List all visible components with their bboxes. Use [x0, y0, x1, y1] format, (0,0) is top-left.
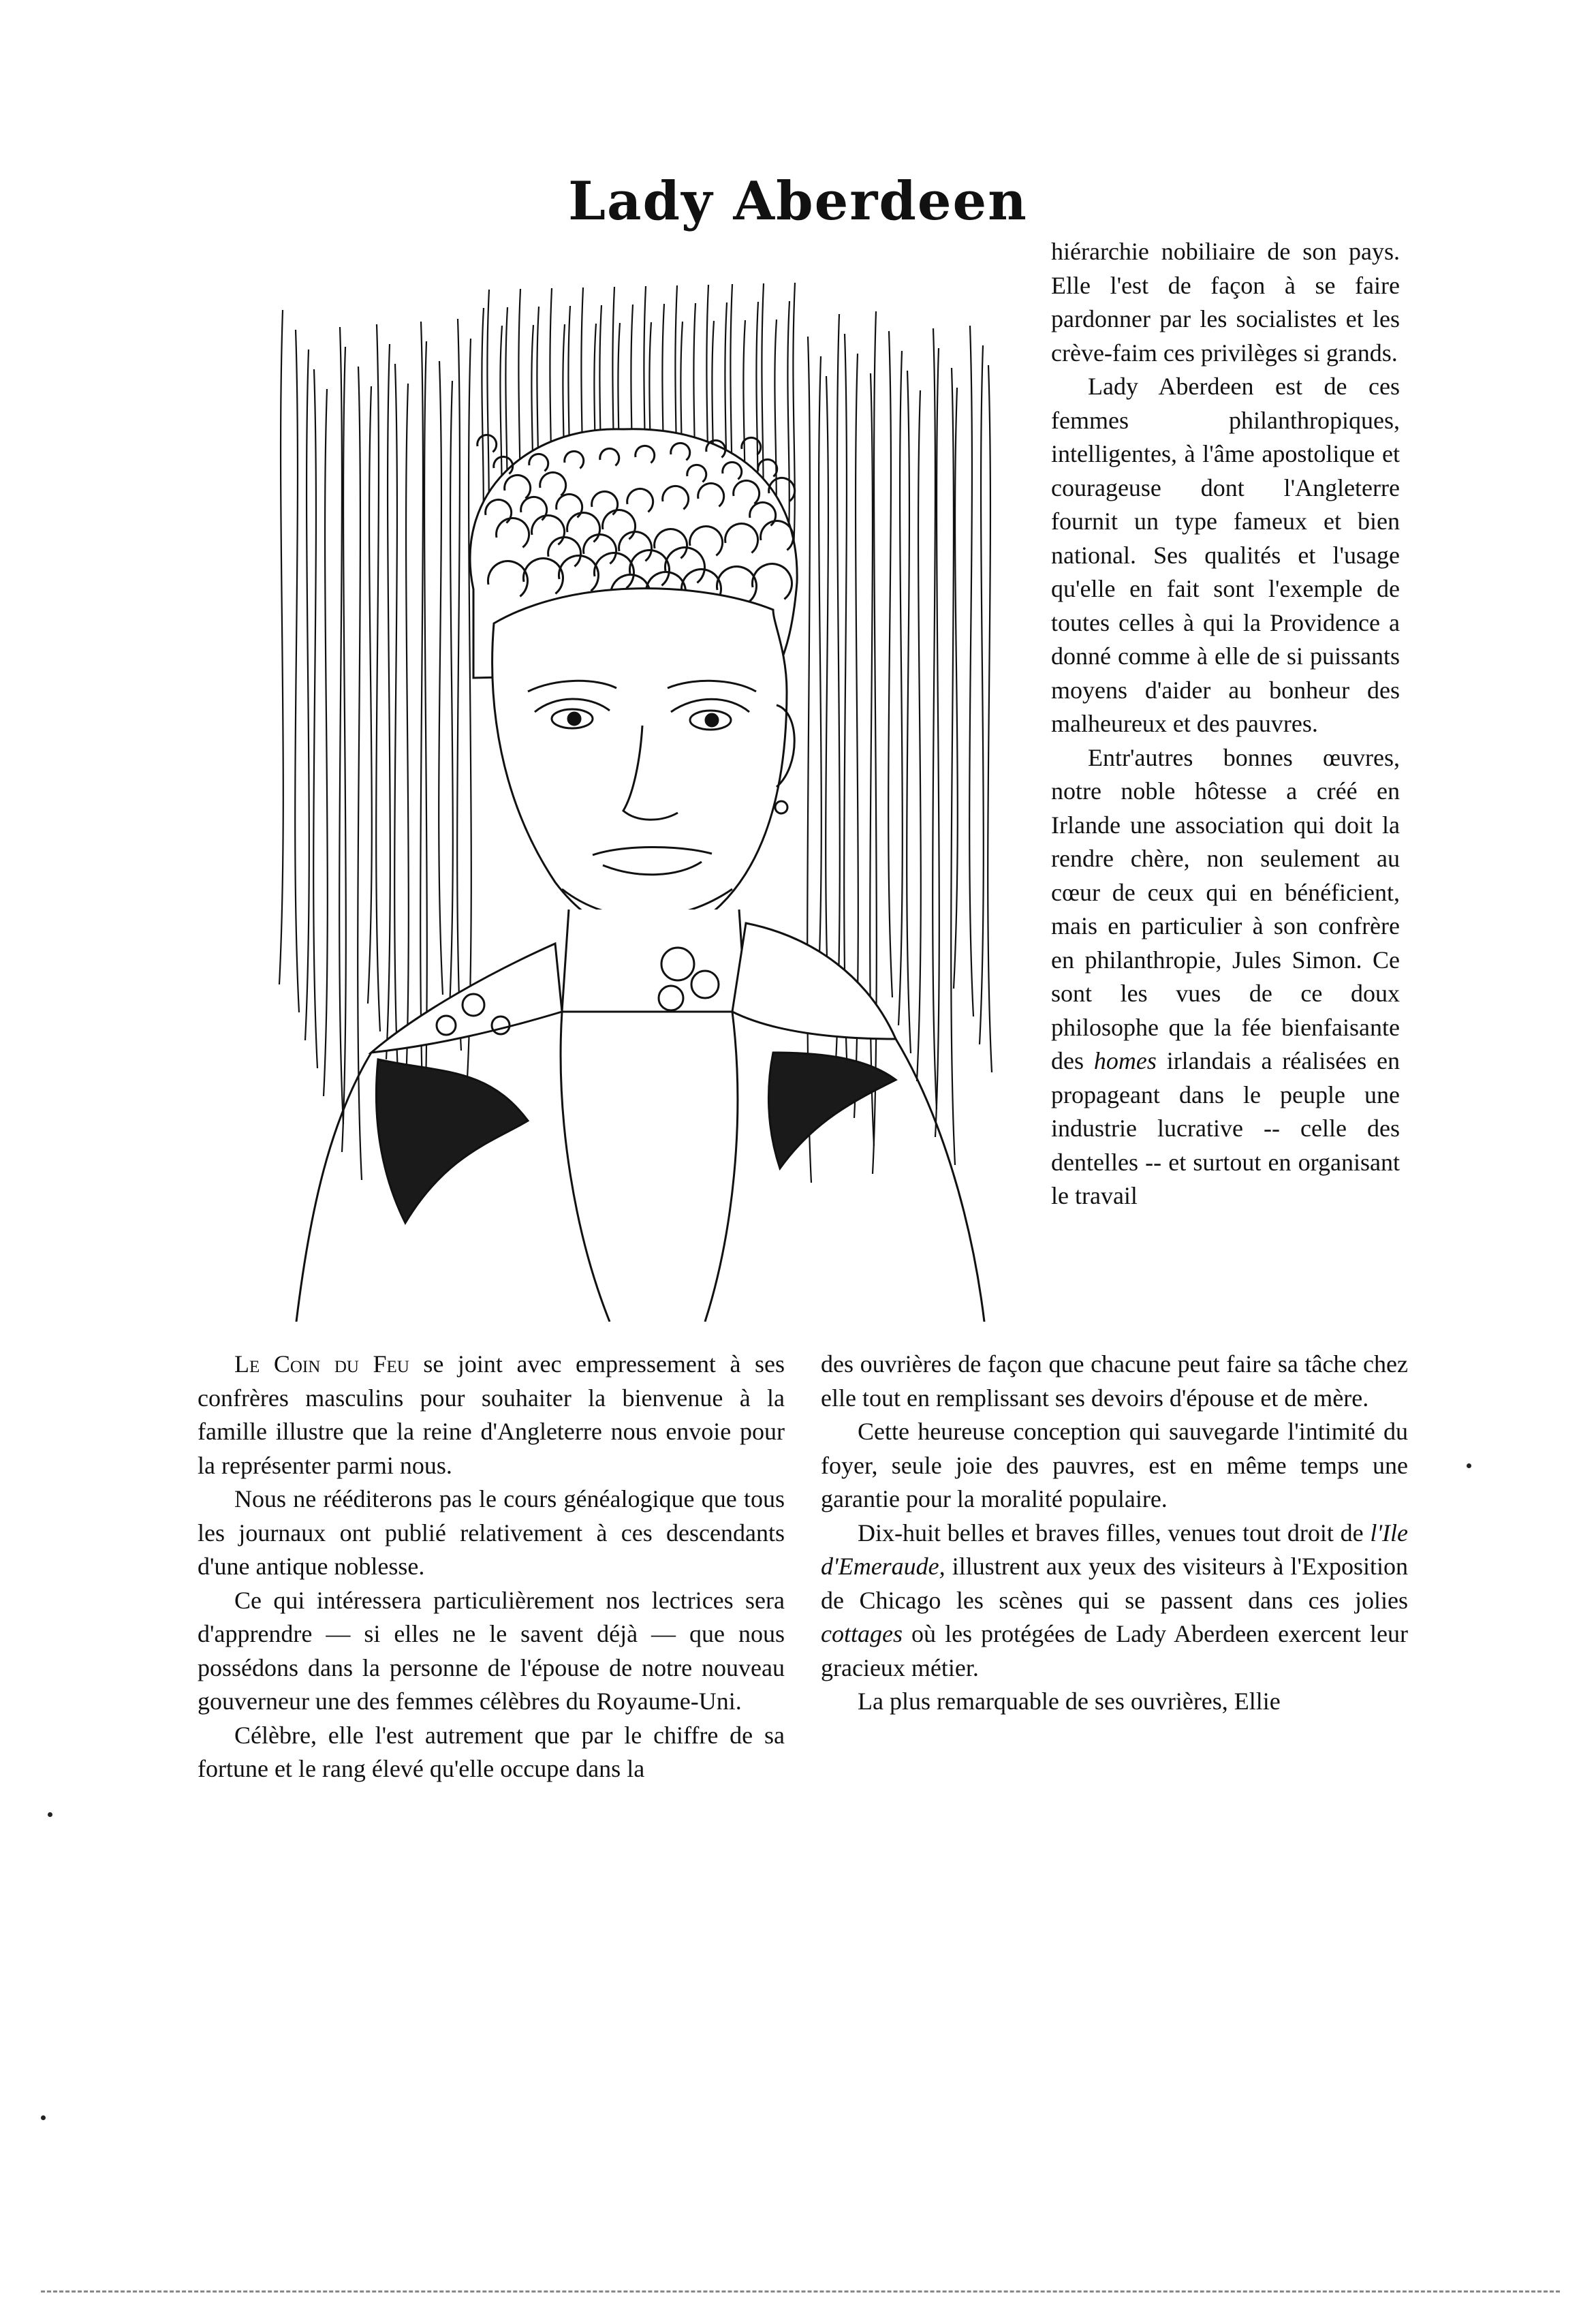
paragraph: Cette heureuse conception qui sauvegarde l'intimité du foyer, seule joie des pauvres, est en même temps une garantie pour la moralité populaire.: [821, 1418, 1408, 1512]
right-column-text: [1051, 235, 1400, 1213]
paragraph: [1051, 741, 1400, 1213]
text-run: se joint avec empressement à ses confrères masculins pour souhaiter la bienvenue à la famille illustre que la reine d'Angleterre nous envoie pour la représenter parmi nous.: [198, 1350, 785, 1479]
paragraph: Célèbre, elle l'est autrement que par le chiffre de sa fortune et le rang élevé qu'elle occupe dans la: [198, 1721, 785, 1782]
ink-speck: [48, 1812, 52, 1817]
paragraph: hiérarchie nobiliaire de son pays. Elle l'est de façon à se faire pardonner par les socialistes et les crève-faim ces privilèges si grands.: [1051, 238, 1400, 367]
journal-name: Le Coin du Feu: [234, 1350, 409, 1378]
text-run: où les protégées de Lady Aberdeen exercent leur gracieux métier.: [821, 1620, 1408, 1681]
italic-word: homes: [1093, 1047, 1157, 1074]
ink-speck: [1467, 1463, 1471, 1468]
italic-place-name: l'Ile d'Emeraude,: [821, 1519, 1409, 1580]
paragraph: des ouvrières de façon que chacune peut faire sa tâche chez elle tout en remplissant ses devoirs d'épouse et de mère.: [821, 1350, 1408, 1412]
article-title: Lady Aberdeen: [568, 170, 1028, 232]
bottom-right-column-text: [821, 1348, 1408, 1719]
paragraph: La plus remarquable de ses ouvrières, Ellie: [858, 1688, 1281, 1715]
ink-speck: [41, 2115, 46, 2120]
paragraph: Nous ne rééditerons pas le cours généalogique que tous les journaux ont publié relativement à ces descendants d'une antique noblesse.: [198, 1485, 785, 1580]
portrait-engraving: [269, 269, 1022, 1322]
text-run: Entr'autres bonnes œuvres, notre noble hôtesse a créé en Irlande une association qui doit la rendre chère, non seulement au cœur de ceux qui en bénéficient, mais en particulier à son confrère en philanthropie, Jules Simon. Ce sont les vues de ce doux philosophe que la fée bienfaisante des: [1051, 743, 1400, 1074]
paragraph: [821, 1517, 1408, 1685]
italic-word: cottages: [821, 1620, 903, 1647]
left-column-text: [198, 1348, 785, 1786]
scan-edge-line: [41, 2290, 1560, 2293]
text-run: illustrent aux yeux des visiteurs à l'Exposition de Chicago les scènes qui se passent dans ces jolies: [821, 1553, 1408, 1614]
text-run: Dix-huit belles et braves filles, venues tout droit de: [858, 1519, 1364, 1547]
text-run: irlandais a réalisées en propageant dans le peuple une industrie lucrative -- celle des dentelles -- et surtout en organisant le travail: [1051, 1047, 1401, 1209]
paragraph: Lady Aberdeen est de ces femmes philanthropiques, intelligentes, à l'âme apostolique et courageuse dont l'Angleterre fournit un type fameux et bien national. Ses qualités et l'usage qu'elle en fait sont l'exemple de toutes celles à qui la Providence a donné comme à elle de si puissants moyens d'aider au bonheur des malheureux et des pauvres.: [1051, 373, 1400, 737]
paragraph: Ce qui intéressera particulièrement nos lectrices sera d'apprendre — si elles ne le savent déjà — que nous possédons dans la personne de l'épouse de notre nouveau gouverneur une des femmes célèbres du Royaume-Uni.: [198, 1586, 785, 1715]
paragraph: [198, 1348, 785, 1482]
